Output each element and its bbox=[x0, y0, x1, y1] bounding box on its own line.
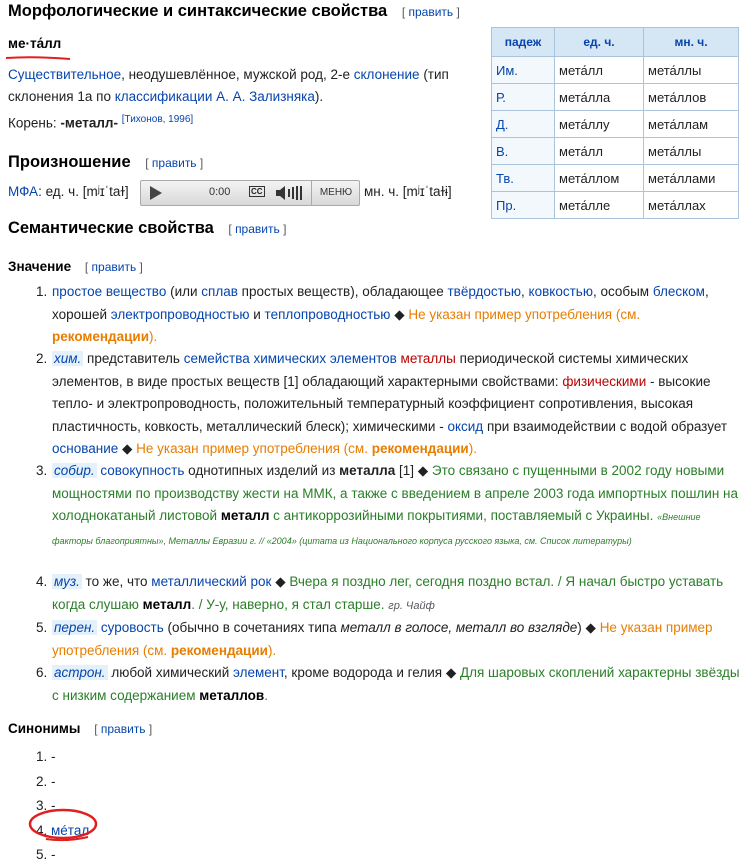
morph-description: Существительное, неодушевлённое, мужской род, 2-е склонение (тип склонения 1a по классификации А. А. Зализняка). bbox=[8, 67, 449, 104]
cell: мета́лле bbox=[555, 192, 644, 219]
pron-pl: мн. ч. [mʲɪˈtaɫɨ] bbox=[364, 184, 452, 199]
pron-sg: МФА: ед. ч. [mʲɪˈtaɫ] bbox=[8, 184, 129, 199]
link[interactable]: ковкостью bbox=[528, 284, 593, 299]
list-item: 1. - bbox=[36, 749, 56, 764]
menu-button[interactable]: МЕНЮ bbox=[311, 181, 360, 205]
mfa-link[interactable]: МФА bbox=[8, 184, 39, 199]
link[interactable]: основание bbox=[52, 441, 119, 456]
syn-title: Синонимы [ править ] bbox=[8, 721, 153, 736]
list-item: 6. астрон. любой химический элемент, кроме водорода и гелия ◆ Для шаровых скоплений характерны звёзды с низким содержанием металлов. bbox=[36, 665, 740, 703]
link[interactable]: электропроводностью bbox=[110, 306, 250, 322]
declension-table bbox=[491, 27, 739, 219]
cell: мета́лла bbox=[555, 84, 644, 111]
root-line: Корень: -металл- [Тихонов, 1996] bbox=[8, 114, 194, 131]
link[interactable]: суровость bbox=[100, 620, 164, 635]
link[interactable]: простое вещество bbox=[52, 284, 167, 299]
cell: мета́ллом bbox=[555, 165, 644, 192]
sem-title: Семантические свойства [ править ] bbox=[8, 219, 287, 237]
red-circle-mark bbox=[26, 806, 104, 844]
audio-player[interactable] bbox=[140, 180, 360, 206]
pron-title: Произношение [ править ] bbox=[8, 153, 204, 171]
list-item: 5. перен. суровость (обычно в сочетаниях типа металл в голосе, металл во взгляде) ◆ Не указан пример употребления (см. рекомендации). bbox=[36, 620, 713, 658]
case-link[interactable]: Тв. bbox=[492, 165, 555, 192]
cell: мета́ллу bbox=[555, 111, 644, 138]
case-link[interactable]: В. bbox=[492, 138, 555, 165]
table-header: ед. ч. bbox=[555, 28, 644, 57]
cell: мета́ллы bbox=[644, 138, 739, 165]
table-row bbox=[492, 57, 739, 84]
synonym-link[interactable]: мéтал bbox=[51, 822, 90, 838]
list-item: 4. мéтал bbox=[36, 822, 90, 838]
table-row bbox=[492, 165, 739, 192]
table-row bbox=[492, 111, 739, 138]
cell: мета́ллов bbox=[644, 84, 739, 111]
cell: мета́лл bbox=[555, 138, 644, 165]
cc-icon[interactable]: CC bbox=[251, 187, 263, 196]
list-item: 1. простое вещество (или сплав простых веществ), обладающее твёрдостью, ковкостью, особым блеском, хорошей электропроводностью и теплопроводностью ◆ Не указан пример употребления (см. рекомендации). bbox=[36, 284, 709, 344]
list-item: 2. - bbox=[36, 773, 56, 789]
case-link[interactable]: Им. bbox=[492, 57, 555, 84]
cell: мета́ллах bbox=[644, 192, 739, 219]
link[interactable]: металлический рок bbox=[151, 574, 272, 589]
root-ref-link[interactable]: [Тихонов, 1996] bbox=[121, 114, 194, 125]
table-header: мн. ч. bbox=[644, 28, 739, 57]
list-item: 5. - bbox=[36, 847, 56, 862]
play-icon[interactable] bbox=[149, 185, 163, 204]
table-row bbox=[492, 138, 739, 165]
table-header: падеж bbox=[492, 28, 555, 57]
cell: мета́лл bbox=[555, 57, 644, 84]
morph-edit[interactable]: [ править ] bbox=[401, 5, 460, 19]
link[interactable]: сплав bbox=[201, 284, 238, 299]
cell: мета́ллы bbox=[644, 57, 739, 84]
tag-music[interactable]: муз. bbox=[54, 574, 80, 589]
headword: ме·та́лл bbox=[8, 36, 62, 51]
zaliznyak-link[interactable]: классификации А. А. Зализняка bbox=[114, 89, 315, 104]
red-underline-mark bbox=[4, 54, 74, 62]
cell: мета́ллам bbox=[644, 111, 739, 138]
link[interactable]: совокупность bbox=[100, 463, 185, 478]
link[interactable]: блеском bbox=[652, 284, 705, 299]
link[interactable]: твёрдостью bbox=[447, 284, 522, 299]
tag-chem[interactable]: хим. bbox=[54, 351, 82, 366]
case-link[interactable]: Пр. bbox=[492, 192, 555, 219]
pron-edit[interactable]: [ править ] bbox=[145, 156, 204, 170]
meaning-edit[interactable]: [ править ] bbox=[84, 260, 143, 274]
morph-title: Морфологические и синтаксические свойства [ править ] bbox=[8, 2, 460, 20]
list-item: 3. - bbox=[36, 798, 56, 813]
list-item: 2. хим. представитель семейства химических элементов металлы периодической системы химических элементов, в виде простых веществ [1] обладающий характерными свойствами: физическими - высокие тепло- и электропроводность, положительный температурный коэффициент сопротивления, высокая пластичность, ковкость, металлический блеск); химическими - оксид при взаимодействии с водой образует основание ◆ Не указан пример употребления (см. рекомендации). bbox=[36, 351, 728, 456]
time-display: 0:00 bbox=[209, 186, 231, 198]
table-row bbox=[492, 192, 739, 219]
table-row bbox=[492, 84, 739, 111]
link[interactable]: элемент bbox=[233, 665, 284, 680]
volume-icon[interactable] bbox=[275, 185, 305, 204]
tag-collective[interactable]: собир. bbox=[54, 463, 95, 478]
link[interactable]: семейства химических элементов bbox=[183, 351, 397, 366]
link[interactable]: теплопроводностью bbox=[264, 306, 391, 322]
list-item: 3. собир. совокупность однотипных изделий из металла [1] ◆ Это связано с пущенными в 2002 году новыми мощностями по производству жести на ММК, а также с введением в апреле 2003 года импортных пошлин на холоднокатаный листовой металл с антикоррозийными покрытиями, поставляемый с Украины. «Внешние факторы благоприятны», Металлы Евразии г. // «2004» (цитата из Национального корпуса русского языка, см. Список литературы) bbox=[36, 463, 739, 546]
syn-edit[interactable]: [ править ] bbox=[94, 722, 153, 736]
link[interactable]: оксид bbox=[447, 418, 484, 434]
case-link[interactable]: Д. bbox=[492, 111, 555, 138]
tag-figurative[interactable]: перен. bbox=[54, 620, 96, 635]
declension-link[interactable]: склонение bbox=[353, 67, 420, 82]
meaning-title: Значение [ править ] bbox=[8, 259, 143, 274]
sem-edit[interactable]: [ править ] bbox=[228, 222, 287, 236]
cell: мета́ллами bbox=[644, 165, 739, 192]
list-item: 4. муз. то же, что металлический рок ◆ Вчера я поздно лег, сегодня поздно встал. / Я начал быстро уставать когда слушаю металл. / У-у, наверно, я стал старше. гр. Чайф bbox=[36, 574, 724, 612]
tag-astro[interactable]: астрон. bbox=[54, 665, 106, 680]
case-link[interactable]: Р. bbox=[492, 84, 555, 111]
noun-link[interactable]: Существительное bbox=[8, 67, 122, 82]
